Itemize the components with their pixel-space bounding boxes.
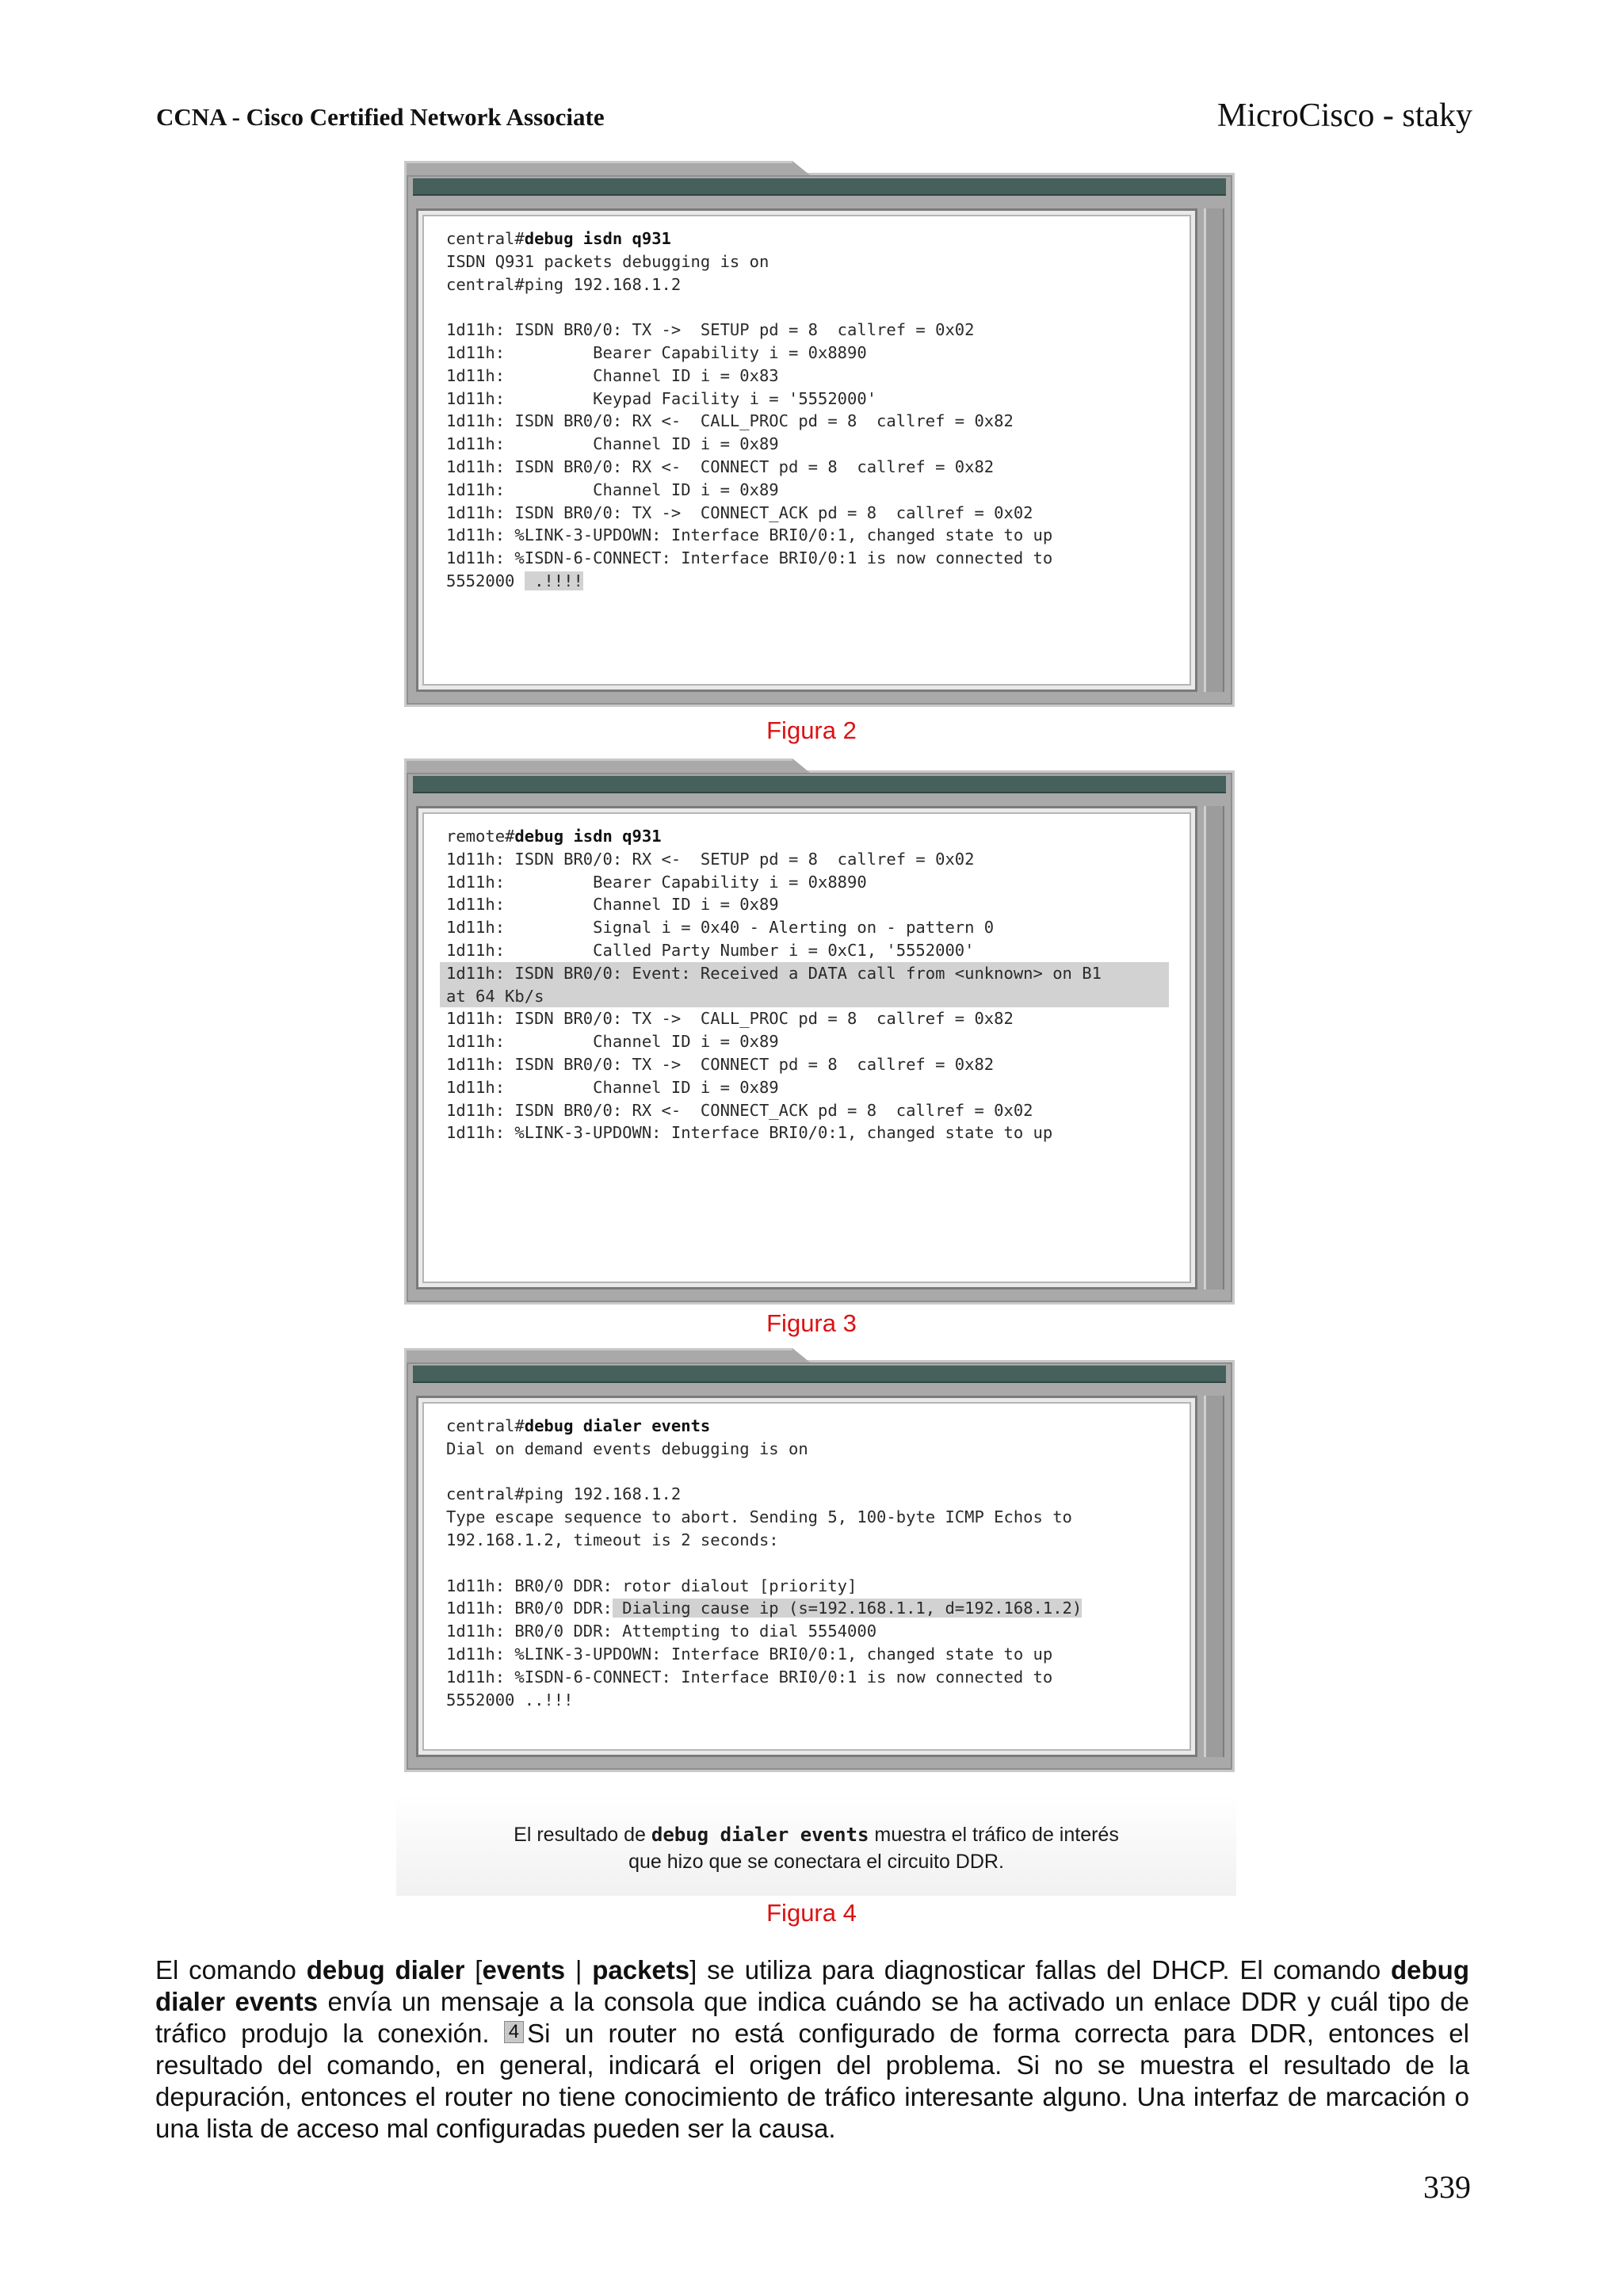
terminal-line: at 64 Kb/s bbox=[440, 985, 1169, 1008]
terminal-line: 1d11h: Channel ID i = 0x89 bbox=[446, 479, 779, 499]
terminal-line bbox=[446, 296, 1190, 319]
terminal-line bbox=[446, 227, 1190, 250]
reference-marker: 4 bbox=[504, 2021, 524, 2043]
terminal-line: central#ping 192.168.1.2 bbox=[446, 1484, 682, 1504]
terminal-line: 1d11h: ISDN BR0/0: RX <- CONNECT_ACK pd = 8 callref = 0x02 bbox=[446, 1100, 1033, 1120]
terminal-line: 1d11h: %ISDN-6-CONNECT: Interface BRI0/0:1 is now connected to bbox=[446, 548, 1053, 568]
terminal-prompt: central# bbox=[446, 1416, 525, 1435]
terminal-line: 1d11h: BR0/0 DDR: Dialing cause ip (s=192.168.1.1, d=192.168.1.2) bbox=[446, 1599, 1083, 1618]
terminal-line: 1d11h: Channel ID i = 0x89 bbox=[446, 434, 779, 454]
terminal-line bbox=[446, 825, 1190, 848]
terminal-titlebar bbox=[413, 178, 1226, 196]
terminal-command: debug isdn q931 bbox=[524, 229, 671, 248]
terminal-line: ISDN Q931 packets debugging is on bbox=[446, 251, 769, 271]
terminal-line: 1d11h: BR0/0 DDR: rotor dialout [priority] bbox=[446, 1576, 857, 1595]
terminal-line bbox=[446, 1415, 1190, 1438]
terminal-line: 1d11h: Keypad Facility i = '5552000' bbox=[446, 388, 877, 408]
terminal-line: 1d11h: %LINK-3-UPDOWN: Interface BRI0/0:1, changed state to up bbox=[446, 1123, 1053, 1143]
terminal-line: 1d11h: ISDN BR0/0: RX <- CALL_PROC pd = 8 callref = 0x82 bbox=[446, 411, 1014, 431]
terminal-line: 1d11h: %LINK-3-UPDOWN: Interface BRI0/0:1, changed state to up bbox=[446, 1644, 1053, 1664]
terminal-line: central#ping 192.168.1.2 bbox=[446, 274, 682, 294]
terminal-prompt: remote# bbox=[446, 827, 515, 846]
terminal-line: Dial on demand events debugging is on bbox=[446, 1438, 808, 1458]
terminal-line: 5552000 ..!!! bbox=[446, 1690, 574, 1710]
terminal-line: 1d11h: %LINK-3-UPDOWN: Interface BRI0/0:1, changed state to up bbox=[446, 525, 1053, 545]
terminal-line: 1d11h: Called Party Number i = 0xC1, '5552000' bbox=[446, 940, 975, 960]
terminal-line: 1d11h: Bearer Capability i = 0x8890 bbox=[446, 342, 867, 362]
figure-2-terminal bbox=[404, 173, 1235, 707]
terminal-line: 1d11h: ISDN BR0/0: TX -> SETUP pd = 8 callref = 0x02 bbox=[446, 320, 975, 340]
running-header-title: CCNA - Cisco Certified Network Associate bbox=[156, 103, 605, 131]
terminal-line: Type escape sequence to abort. Sending 5, 100-byte ICMP Echos to bbox=[446, 1507, 1072, 1527]
terminal-output bbox=[422, 1402, 1191, 1751]
figure-4-terminal bbox=[404, 1360, 1235, 1772]
terminal-line: 1d11h: ISDN BR0/0: TX -> CALL_PROC pd = 8 callref = 0x82 bbox=[446, 1009, 1014, 1029]
terminal-side-rail bbox=[1204, 806, 1224, 1289]
terminal-line: 5552000 .!!!! bbox=[446, 571, 583, 590]
terminal-line: 1d11h: %ISDN-6-CONNECT: Interface BRI0/0:1 is now connected to bbox=[446, 1667, 1053, 1687]
terminal-titlebar bbox=[413, 776, 1226, 793]
terminal-output bbox=[422, 812, 1191, 1283]
terminal-line: 1d11h: BR0/0 DDR: Attempting to dial 5554000 bbox=[446, 1622, 877, 1641]
terminal-line: 1d11h: Channel ID i = 0x83 bbox=[446, 365, 779, 385]
terminal-side-rail bbox=[1204, 1396, 1224, 1757]
terminal-line: 1d11h: ISDN BR0/0: RX <- SETUP pd = 8 callref = 0x02 bbox=[446, 849, 975, 869]
terminal-line: 192.168.1.2, timeout is 2 seconds: bbox=[446, 1530, 779, 1549]
terminal-line: 1d11h: Channel ID i = 0x89 bbox=[446, 1032, 779, 1052]
highlighted-text: Dialing cause ip (s=192.168.1.1, d=192.168.1.2) bbox=[612, 1599, 1083, 1618]
terminal-line bbox=[446, 1461, 1190, 1484]
terminal-line: 1d11h: Channel ID i = 0x89 bbox=[446, 1077, 779, 1097]
terminal-command: debug isdn q931 bbox=[514, 827, 662, 846]
figure-4-caption: Figura 4 bbox=[766, 1899, 857, 1927]
page-number: 339 bbox=[1423, 2169, 1471, 2205]
terminal-line: 1d11h: ISDN BR0/0: Event: Received a DATA call from <unknown> on B1 bbox=[440, 962, 1169, 985]
figure-2-caption: Figura 2 bbox=[766, 716, 857, 744]
figure-3-caption: Figura 3 bbox=[766, 1309, 857, 1337]
terminal-command: debug dialer events bbox=[524, 1416, 711, 1435]
terminal-line: 1d11h: Signal i = 0x40 - Alerting on - pattern 0 bbox=[446, 918, 995, 938]
terminal-line: 1d11h: Channel ID i = 0x89 bbox=[446, 895, 779, 915]
terminal-output bbox=[422, 215, 1191, 686]
terminal-line: 1d11h: ISDN BR0/0: RX <- CONNECT pd = 8 callref = 0x82 bbox=[446, 457, 995, 476]
terminal-prompt: central# bbox=[446, 229, 525, 248]
terminal-line: 1d11h: Bearer Capability i = 0x8890 bbox=[446, 872, 867, 892]
highlighted-text: .!!!! bbox=[524, 571, 583, 590]
terminal-line bbox=[446, 1552, 1190, 1575]
figure-4-note: El resultado de debug dialer events muestra el tráfico de interés que hizo que se conectara el circuito DDR. bbox=[396, 1793, 1236, 1896]
running-header-author: MicroCisco - staky bbox=[1217, 97, 1472, 134]
terminal-side-rail bbox=[1204, 208, 1224, 692]
terminal-line: 1d11h: ISDN BR0/0: TX -> CONNECT pd = 8 callref = 0x82 bbox=[446, 1054, 995, 1074]
body-paragraph: El comando debug dialer [events | packets] se utiliza para diagnosticar fallas del DHCP. El comando debug dialer events envía un mensaje a la consola que indica cuándo se ha activado un enlace DDR y cuál tipo de tráfico produjo la conexión. 4 Si un router no está configurado de forma correcta para DDR, entonces el resultado del comando, en general, indicará el origen del problema. Si no se muestra el resultado de la depuración, entonces el router no tiene conocimiento de tráfico interesante alguno. Una interfaz de marcación o una lista de acceso mal configuradas pueden ser la causa. bbox=[155, 1955, 1469, 2143]
terminal-line: 1d11h: ISDN BR0/0: TX -> CONNECT_ACK pd = 8 callref = 0x02 bbox=[446, 502, 1033, 522]
figure-3-terminal bbox=[404, 770, 1235, 1305]
terminal-titlebar bbox=[413, 1366, 1226, 1383]
